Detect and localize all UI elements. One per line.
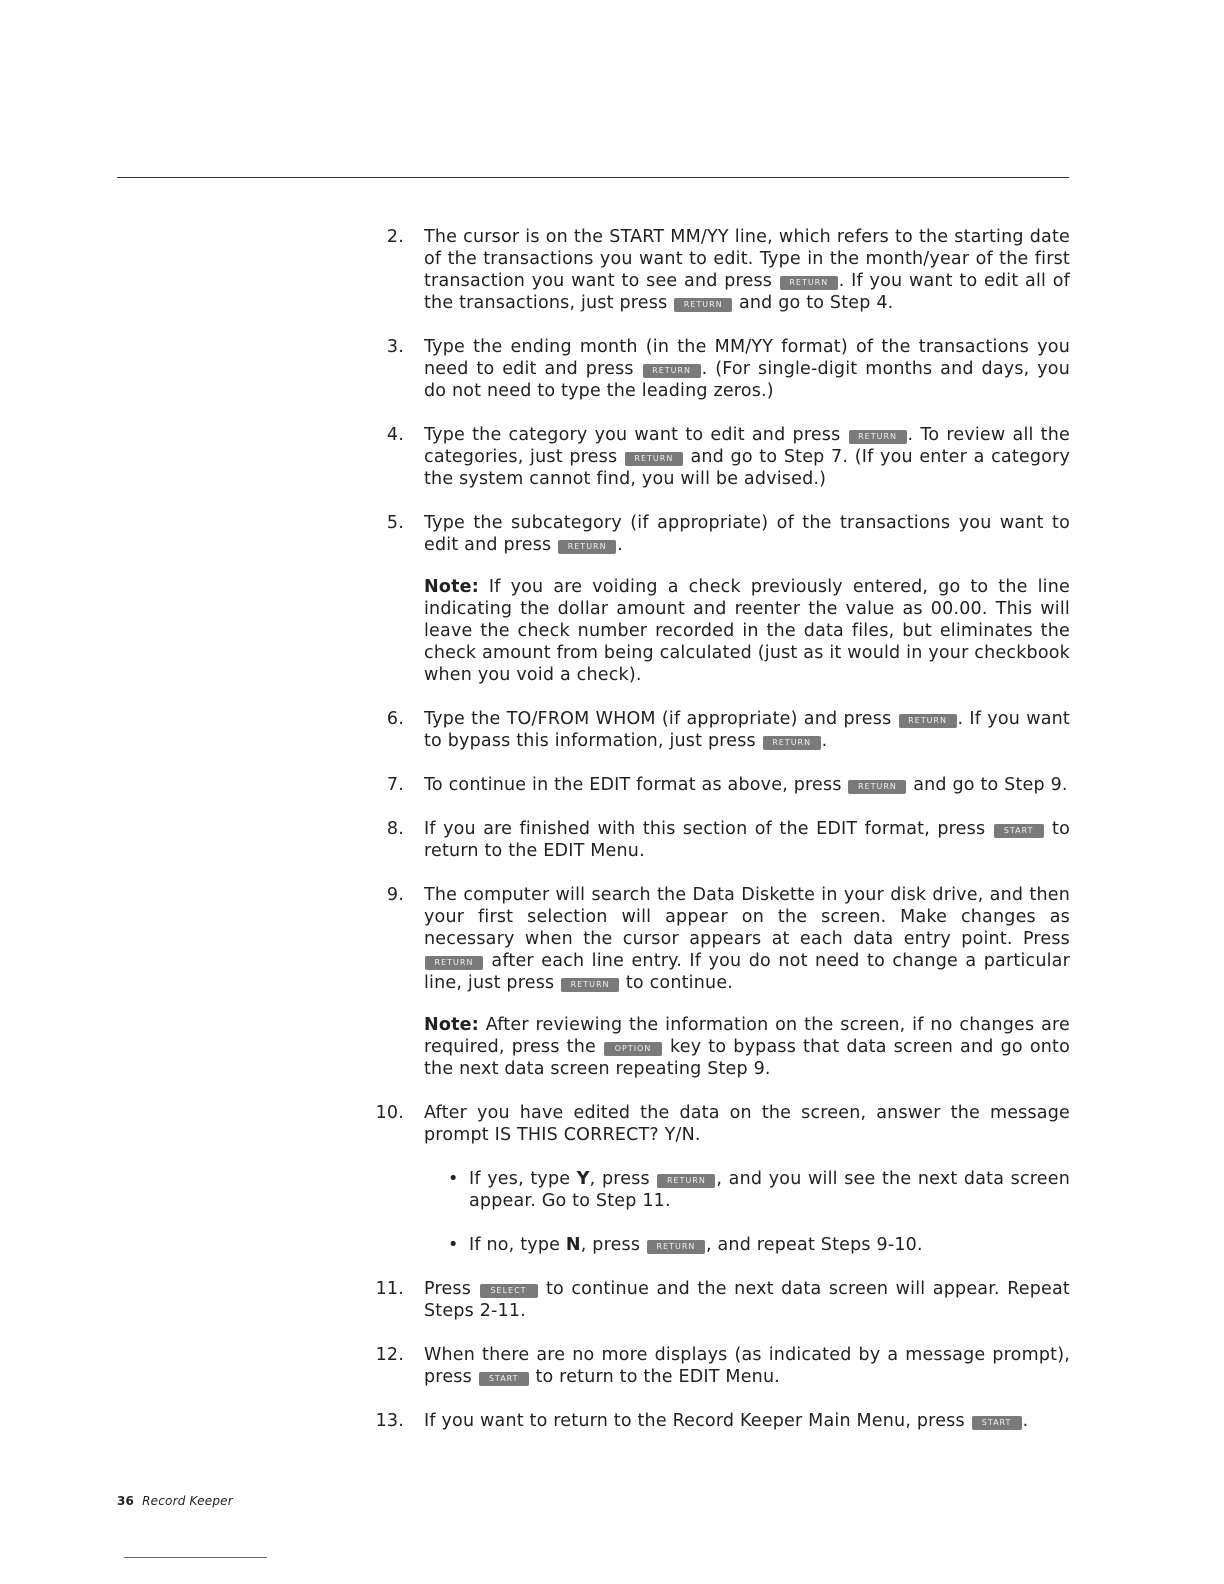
step-text: and go to Step 9. bbox=[913, 775, 1068, 795]
page-footer bbox=[117, 1490, 233, 1512]
return-key-icon: RETURN bbox=[561, 978, 619, 992]
step-text: The computer will search the Data Diskette in your disk drive, and then your first selection will appear on the screen. Make changes as necessary when the cursor appears at each data entry point. Press bbox=[424, 885, 1070, 949]
step-text: . (For single-digit months and days, you do not need to type the leading zeros.) bbox=[424, 359, 1070, 401]
note-bypass-screen bbox=[380, 1014, 1070, 1080]
step-text: When there are no more displays (as indicated by a message prompt), press bbox=[424, 1345, 1070, 1387]
step-text: to return to the EDIT Menu. bbox=[424, 819, 1070, 861]
step-number: 8. bbox=[386, 819, 404, 839]
return-key-icon: RETURN bbox=[657, 1174, 715, 1188]
step-4 bbox=[380, 424, 1070, 490]
return-key-icon: RETURN bbox=[425, 956, 483, 970]
step-7 bbox=[380, 774, 1070, 796]
bullet-no bbox=[380, 1234, 1070, 1256]
start-key-icon: START bbox=[972, 1416, 1022, 1430]
bullet-dot: • bbox=[448, 1169, 459, 1189]
note-label: Note: bbox=[424, 1015, 479, 1035]
step-text: . If you want to edit all of the transactions, just press bbox=[424, 271, 1070, 313]
step-text: Type the ending month (in the MM/YY format) of the transactions you need to edit and press bbox=[424, 337, 1070, 379]
key-letter: Y bbox=[576, 1169, 590, 1189]
note-label: Note: bbox=[424, 577, 479, 597]
step-2 bbox=[380, 226, 1070, 314]
step-text: after each line entry. If you do not need to change a particular line, just press bbox=[424, 951, 1070, 993]
option-key-icon: OPTION bbox=[604, 1042, 662, 1056]
step-text: to return to the EDIT Menu. bbox=[535, 1367, 781, 1387]
footer-blue-rule bbox=[124, 1557, 267, 1558]
step-9 bbox=[380, 884, 1070, 994]
return-key-icon: RETURN bbox=[674, 298, 732, 312]
step-text: Type the TO/FROM WHOM (if appropriate) and press bbox=[424, 709, 892, 729]
note-text: After reviewing the information on the screen, if no changes are required, press the bbox=[424, 1015, 1070, 1057]
start-key-icon: START bbox=[479, 1372, 529, 1386]
footer-title: Record Keeper bbox=[142, 1494, 233, 1508]
return-key-icon: RETURN bbox=[848, 780, 906, 794]
step-number: 11. bbox=[375, 1279, 404, 1299]
header-rule bbox=[117, 177, 1069, 178]
step-10 bbox=[375, 1102, 1070, 1146]
return-key-icon: RETURN bbox=[625, 452, 683, 466]
document-body bbox=[375, 226, 1071, 1432]
step-5 bbox=[380, 512, 1070, 556]
return-key-icon: RETURN bbox=[849, 430, 907, 444]
step-number: 2. bbox=[386, 227, 404, 247]
step-6 bbox=[380, 708, 1070, 752]
step-3 bbox=[380, 336, 1070, 402]
step-number: 12. bbox=[375, 1345, 404, 1365]
note-voiding-check bbox=[380, 576, 1070, 686]
bullet-dot: • bbox=[448, 1235, 459, 1255]
step-text: To continue in the EDIT format as above, press bbox=[424, 775, 842, 795]
step-12 bbox=[375, 1344, 1070, 1388]
step-text: If you want to return to the Record Keeper Main Menu, press bbox=[424, 1411, 965, 1431]
step-text: to continue and the next data screen will appear. Repeat Steps 2-11. bbox=[424, 1279, 1070, 1321]
bullet-yes bbox=[380, 1168, 1070, 1212]
bullet-text: , press bbox=[589, 1169, 650, 1189]
step-number: 6. bbox=[386, 709, 404, 729]
step-text: . To review all the categories, just press bbox=[424, 425, 1070, 467]
return-key-icon: RETURN bbox=[647, 1240, 705, 1254]
bullet-text: If no, type bbox=[469, 1235, 561, 1255]
bullet-text: , press bbox=[580, 1235, 641, 1255]
step-text: If you are finished with this section of the EDIT format, press bbox=[424, 819, 986, 839]
step-text: . If you want to bypass this information, just press bbox=[424, 709, 1070, 751]
step-text: Press bbox=[424, 1279, 472, 1299]
step-11 bbox=[375, 1278, 1070, 1322]
step-number: 10. bbox=[375, 1103, 404, 1123]
step-number: 5. bbox=[386, 513, 404, 533]
step-text: After you have edited the data on the screen, answer the message prompt IS THIS CORRECT? Y/N. bbox=[424, 1103, 1070, 1145]
step-text: Type the subcategory (if appropriate) of the transactions you want to edit and press bbox=[424, 513, 1070, 555]
step-text: Type the category you want to edit and press bbox=[424, 425, 841, 445]
select-key-icon: SELECT bbox=[480, 1284, 538, 1298]
key-letter: N bbox=[565, 1235, 581, 1255]
step-number: 4. bbox=[386, 425, 404, 445]
step-text: . bbox=[1022, 1411, 1029, 1431]
step-number: 13. bbox=[375, 1411, 404, 1431]
step-13 bbox=[375, 1410, 1070, 1432]
page-number: 36 bbox=[117, 1494, 135, 1508]
step-text: . bbox=[617, 535, 623, 555]
return-key-icon: RETURN bbox=[780, 276, 838, 290]
bullet-text: If yes, type bbox=[469, 1169, 571, 1189]
step-number: 9. bbox=[386, 885, 404, 905]
step-text: and go to Step 4. bbox=[738, 293, 894, 313]
step-text: The cursor is on the START MM/YY line, which refers to the starting date of the transactions you want to edit. Type in the month/year of the first transaction you want to see and press bbox=[424, 227, 1070, 291]
step-text: to continue. bbox=[625, 973, 734, 993]
note-text: If you are voiding a check previously entered, go to the line indicating the dollar amount and reenter the value as 00.00. This will leave the check number recorded in the data files, but eliminates the check amount from being calculated (just as it would in your checkbook when you void a check). bbox=[424, 577, 1070, 685]
note-text: key to bypass that data screen and go onto the next data screen repeating Step 9. bbox=[424, 1037, 1071, 1079]
return-key-icon: RETURN bbox=[558, 540, 616, 554]
return-key-icon: RETURN bbox=[899, 714, 957, 728]
step-8 bbox=[380, 818, 1070, 862]
bullet-text: , and repeat Steps 9-10. bbox=[705, 1235, 923, 1255]
step-number: 7. bbox=[386, 775, 404, 795]
return-key-icon: RETURN bbox=[643, 364, 701, 378]
step-text: and go to Step 7. (If you enter a category the system cannot find, you will be advised.) bbox=[424, 447, 1071, 489]
start-key-icon: START bbox=[994, 824, 1044, 838]
step-number: 3. bbox=[386, 337, 404, 357]
step-text: . bbox=[821, 731, 828, 751]
return-key-icon: RETURN bbox=[763, 736, 821, 750]
bullet-text: , and you will see the next data screen appear. Go to Step 11. bbox=[469, 1169, 1071, 1211]
